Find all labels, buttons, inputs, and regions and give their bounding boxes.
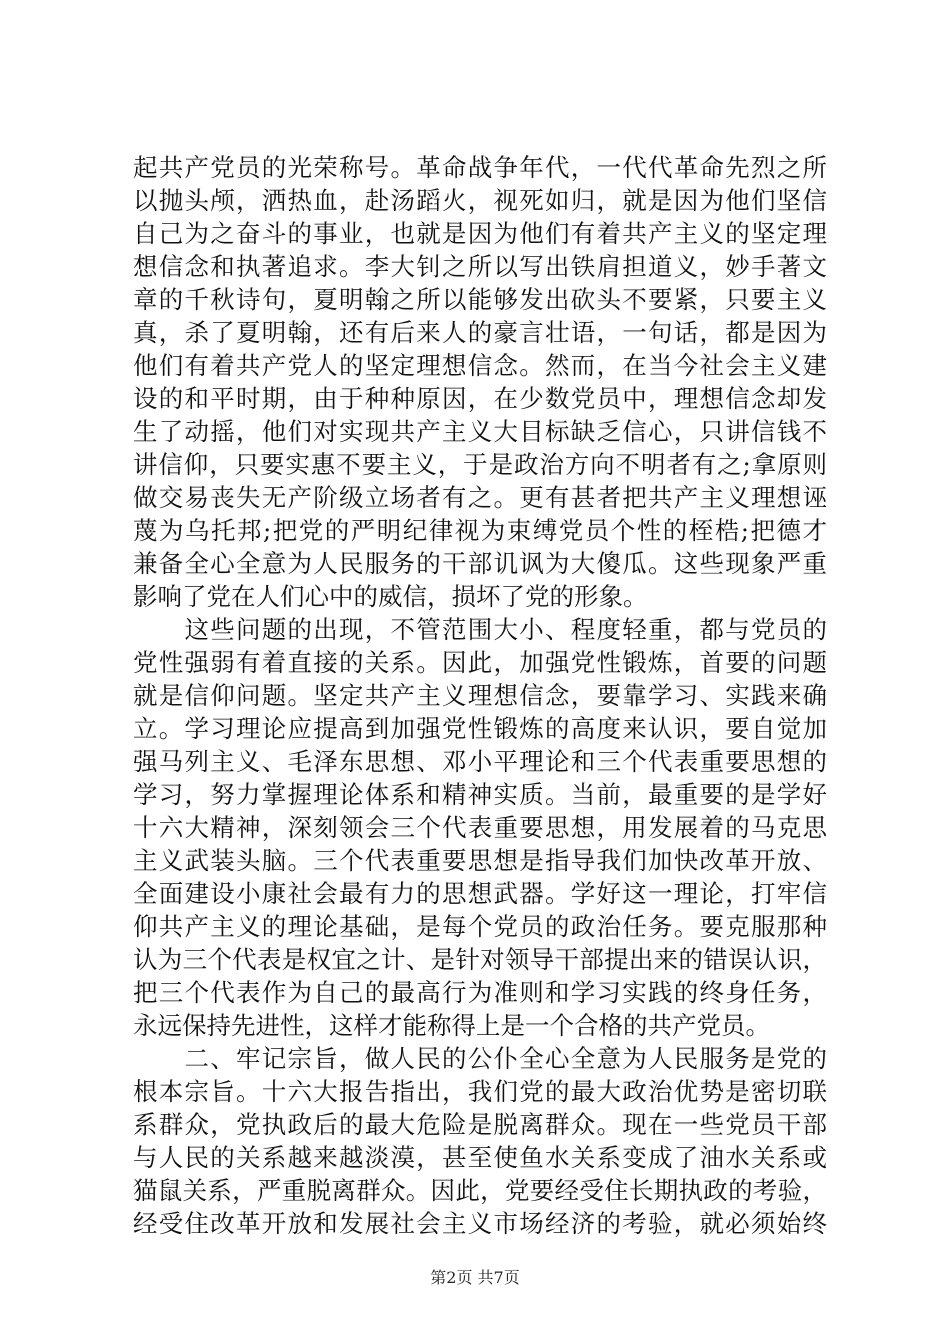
text-line: 生了动摇，他们对实现共产主义大目标缺乏信心，只讲信钱不 [133,417,827,446]
text-line: 兼备全心全意为人民服务的干部讥讽为大傻瓜。这些现象严重 [133,549,827,578]
text-line: 根本宗旨。十六大报告指出，我们党的最大政治优势是密切联 [133,1077,827,1106]
page-number-footer: 第2页 共7页 [430,1268,520,1287]
text-line: 学习，努力掌握理论体系和精神实质。当前，最重要的是学好 [133,780,827,809]
text-line: 强马列主义、毛泽东思想、邓小平理论和三个代表重要思想的 [133,747,827,776]
text-line: 猫鼠关系，严重脱离群众。因此，党要经受住长期执政的考验， [133,1176,827,1205]
text-line: 以抛头颅，洒热血，赴汤蹈火，视死如归，就是因为他们坚信 [133,186,827,215]
text-line: 经受住改革开放和发展社会主义市场经济的考验，就必须始终 [133,1209,827,1238]
text-line: 永远保持先进性，这样才能称得上是一个合格的共产党员。 [133,1011,770,1040]
text-line: 全面建设小康社会最有力的思想武器。学好这一理论，打牢信 [133,879,827,908]
text-line: 二、牢记宗旨，做人民的公仆全心全意为人民服务是党的 [133,1044,827,1073]
text-line: 与人民的关系越来越淡漠，甚至使鱼水关系变成了油水关系或 [133,1143,827,1172]
text-line: 十六大精神，深刻领会三个代表重要思想，用发展着的马克思 [133,813,827,842]
text-line: 讲信仰，只要实惠不要主义，于是政治方向不明者有之;拿原则 [133,450,827,479]
text-line: 把三个代表作为自己的最高行为准则和学习实践的终身任务， [133,978,827,1007]
text-line: 想信念和执著追求。李大钊之所以写出铁肩担道义，妙手著文 [133,252,827,281]
text-line: 蔑为乌托邦;把党的严明纪律视为束缚党员个性的桎梏;把德才 [133,516,827,545]
text-line: 主义武装头脑。三个代表重要思想是指导我们加快改革开放、 [133,846,827,875]
text-line: 系群众，党执政后的最大危险是脱离群众。现在一些党员干部 [133,1110,827,1139]
text-line: 立。学习理论应提高到加强党性锻炼的高度来认识，要自觉加 [133,714,827,743]
text-line: 起共产党员的光荣称号。革命战争年代，一代代革命先烈之所 [133,153,827,182]
text-line: 做交易丧失无产阶级立场者有之。更有甚者把共产主义理想诬 [133,483,827,512]
document-body [133,151,827,1240]
text-line: 自己为之奋斗的事业，也就是因为他们有着共产主义的坚定理 [133,219,827,248]
text-line: 仰共产主义的理论基础，是每个党员的政治任务。要克服那种 [133,912,827,941]
text-line: 设的和平时期，由于种种原因，在少数党员中，理想信念却发 [133,384,827,413]
text-line: 章的千秋诗句，夏明翰之所以能够发出砍头不要紧，只要主义 [133,285,827,314]
text-line: 影响了党在人们心中的威信，损坏了党的形象。 [133,582,648,611]
text-line: 真，杀了夏明翰，还有后来人的豪言壮语，一句话，都是因为 [133,318,827,347]
text-line: 这些问题的出现，不管范围大小、程度轻重，都与党员的 [133,615,827,644]
text-line: 就是信仰问题。坚定共产主义理想信念，要靠学习、实践来确 [133,681,827,710]
text-line: 党性强弱有着直接的关系。因此，加强党性锻炼，首要的问题 [133,648,827,677]
text-line: 他们有着共产党人的坚定理想信念。然而，在当今社会主义建 [133,351,827,380]
text-line: 认为三个代表是权宜之计、是针对领导干部提出来的错误认识， [133,945,827,974]
